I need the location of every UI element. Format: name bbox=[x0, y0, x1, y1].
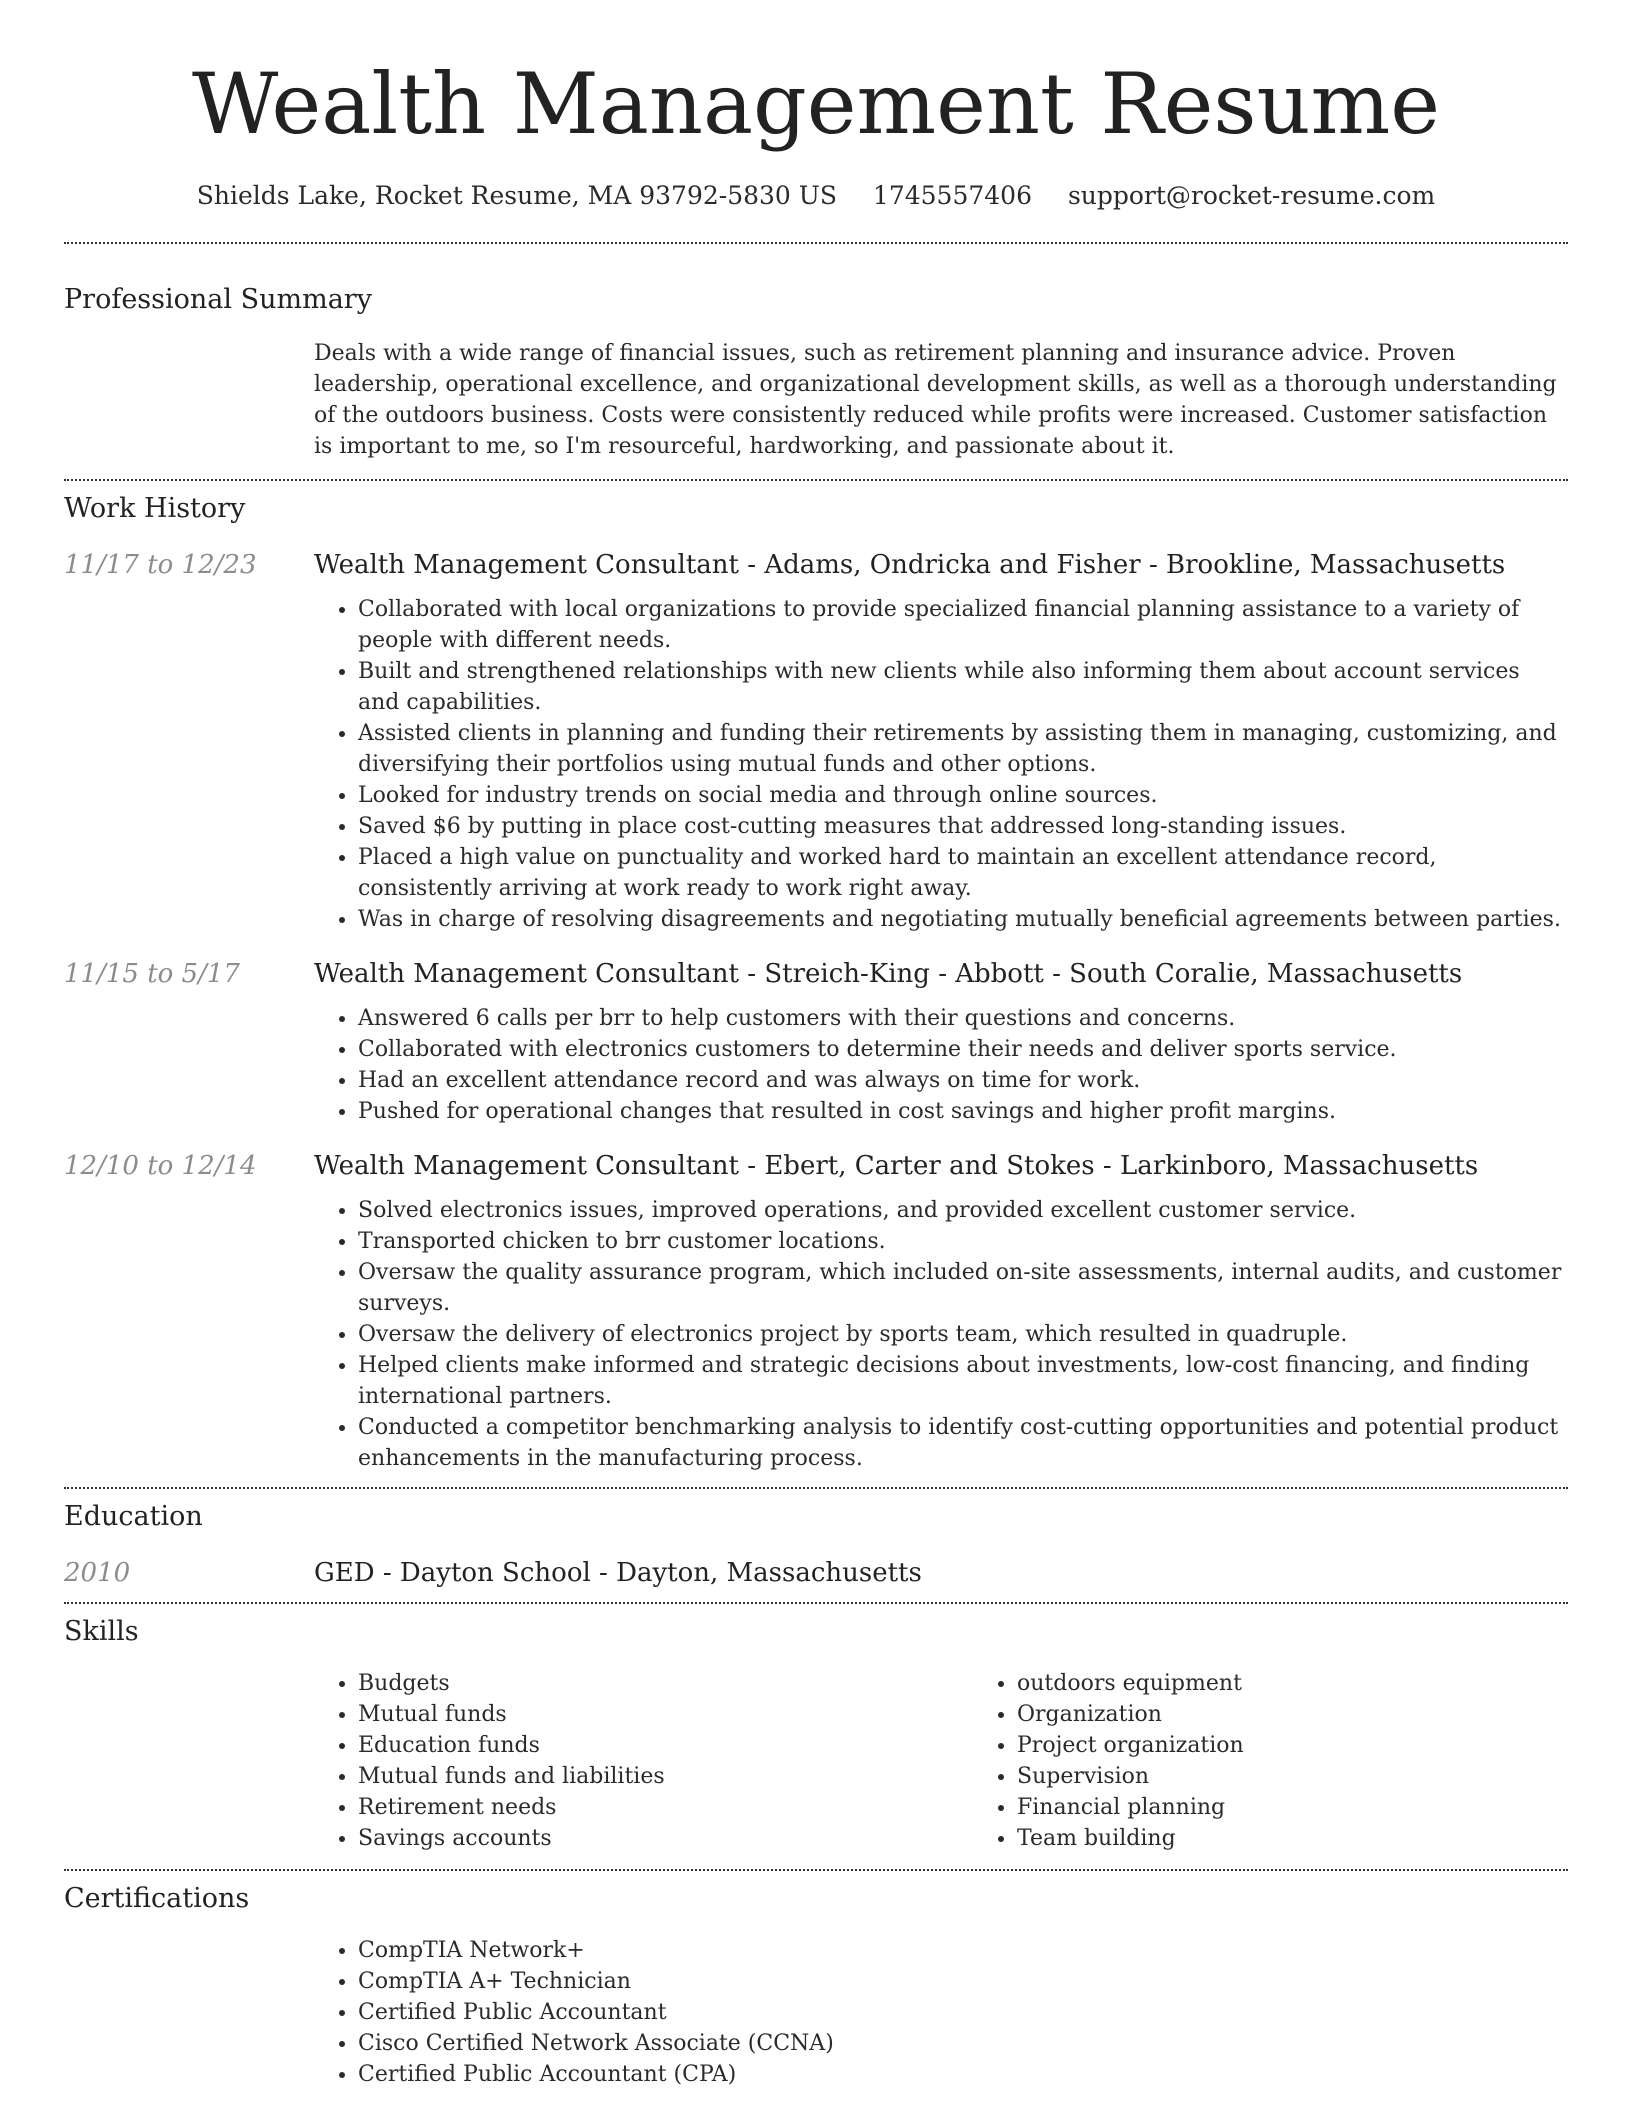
address: Shields Lake, Rocket Resume, MA 93792-5830 US bbox=[196, 181, 837, 210]
divider bbox=[64, 1487, 1568, 1489]
divider bbox=[64, 1602, 1568, 1604]
divider bbox=[64, 479, 1568, 481]
job-bullet-list bbox=[314, 594, 1568, 935]
job-bullet-list bbox=[314, 1195, 1568, 1474]
job-header bbox=[64, 956, 1568, 992]
section-title-skills: Skills bbox=[64, 1616, 139, 1647]
job-title: Wealth Management Consultant - Streich-King - Abbott - South Coralie, Massachusetts bbox=[314, 959, 1463, 989]
job-title: Wealth Management Consultant - Ebert, Carter and Stokes - Larkinboro, Massachusetts bbox=[314, 1151, 1479, 1181]
phone: 1745557406 bbox=[872, 181, 1032, 210]
section-title-work-history: Work History bbox=[64, 493, 246, 524]
job-bullet: • Saved $6 by putting in place cost-cutting measures that addressed long-standing issues. bbox=[358, 811, 1568, 842]
skill-item: • Savings accounts bbox=[358, 1823, 973, 1854]
job-bullet: • Had an excellent attendance record and was always on time for work. bbox=[358, 1065, 1568, 1096]
work-history-section bbox=[64, 491, 1568, 1474]
education-entry bbox=[64, 1555, 1568, 1591]
skills-list-right bbox=[973, 1668, 1632, 1854]
divider bbox=[64, 1869, 1568, 1871]
skill-item: • Retirement needs bbox=[358, 1792, 973, 1823]
section-title-certifications: Certifications bbox=[64, 1883, 250, 1914]
skill-item: • Mutual funds and liabilities bbox=[358, 1761, 973, 1792]
job-bullet: • Conducted a competitor benchmarking analysis to identify cost-cutting opportunities and potential product enhancements in the manufacturing process. bbox=[358, 1412, 1568, 1474]
job-bullet: • Placed a high value on punctuality and worked hard to maintain an excellent attendance record, consistently arriving at work ready to work right away. bbox=[358, 842, 1568, 904]
job-title: Wealth Management Consultant - Adams, Ondricka and Fisher - Brookline, Massachusetts bbox=[314, 550, 1506, 580]
skills-list-left bbox=[314, 1668, 973, 1854]
summary-text: Deals with a wide range of financial issues, such as retirement planning and insurance advice. Proven leadership, operational excellence, and organizational development skills, as well as a thorough understanding of the outdoors business. Costs were consistently reduced while profits were increased. Customer satisfaction is important to me, so I'm resourceful, hardworking, and passionate about it. bbox=[314, 341, 1557, 459]
job-bullet: • Built and strengthened relationships with new clients while also informing them about account services and capabilities. bbox=[358, 656, 1568, 718]
job-duties bbox=[64, 594, 1568, 935]
skill-item: • Supervision bbox=[1017, 1761, 1632, 1792]
job-bullet: • Looked for industry trends on social media and through online sources. bbox=[358, 780, 1568, 811]
contact-line bbox=[64, 178, 1568, 214]
job-bullets-column bbox=[314, 1195, 1568, 1474]
certification-item: • CompTIA Network+ bbox=[358, 1935, 1568, 1966]
job-bullets-column bbox=[314, 594, 1568, 935]
job-bullet: • Was in charge of resolving disagreements and negotiating mutually beneficial agreements between parties. bbox=[358, 904, 1568, 935]
certification-item: • CompTIA A+ Technician bbox=[358, 1966, 1568, 1997]
job-bullet: • Oversaw the quality assurance program, which included on-site assessments, internal audits, and customer surveys. bbox=[358, 1257, 1568, 1319]
skill-item: • Organization bbox=[1017, 1699, 1632, 1730]
job-list bbox=[64, 547, 1568, 1474]
page-title: Wealth Management Resume bbox=[192, 55, 1440, 153]
job-dates: 12/10 to 12/14 bbox=[64, 1151, 257, 1181]
certification-item: • Certified Public Accountant (CPA) bbox=[358, 2059, 1568, 2090]
job-bullet: • Transported chicken to brr customer locations. bbox=[358, 1226, 1568, 1257]
job-entry bbox=[64, 547, 1568, 935]
job-header bbox=[64, 1148, 1568, 1184]
job-bullet: • Collaborated with local organizations to provide specialized financial planning assistance to a variety of people with different needs. bbox=[358, 594, 1568, 656]
job-bullet: • Answered 6 calls per brr to help customers with their questions and concerns. bbox=[358, 1003, 1568, 1034]
certifications-list bbox=[314, 1935, 1568, 2090]
date-spacer bbox=[64, 1003, 314, 1127]
date-spacer bbox=[64, 594, 314, 935]
email: support@rocket-resume.com bbox=[1067, 181, 1436, 210]
skill-item: • outdoors equipment bbox=[1017, 1668, 1632, 1699]
job-bullet: • Solved electronics issues, improved operations, and provided excellent customer service. bbox=[358, 1195, 1568, 1226]
job-bullet: • Oversaw the delivery of electronics project by sports team, which resulted in quadruple. bbox=[358, 1319, 1568, 1350]
skill-item: • Financial planning bbox=[1017, 1792, 1632, 1823]
divider bbox=[64, 242, 1568, 244]
job-entry bbox=[64, 1148, 1568, 1474]
education-title: GED - Dayton School - Dayton, Massachusetts bbox=[314, 1558, 922, 1588]
job-dates: 11/17 to 12/23 bbox=[64, 550, 257, 580]
skill-item: • Education funds bbox=[358, 1730, 973, 1761]
job-entry bbox=[64, 956, 1568, 1127]
job-duties bbox=[64, 1003, 1568, 1127]
job-duties bbox=[64, 1195, 1568, 1474]
skill-item: • Budgets bbox=[358, 1668, 973, 1699]
certifications-section bbox=[64, 1881, 1568, 2090]
education-section bbox=[64, 1499, 1568, 1591]
skill-item: • Mutual funds bbox=[358, 1699, 973, 1730]
job-bullet: • Helped clients make informed and strategic decisions about investments, low-cost financing, and finding international partners. bbox=[358, 1350, 1568, 1412]
job-bullet: • Assisted clients in planning and funding their retirements by assisting them in managing, customizing, and diversifying their portfolios using mutual funds and other options. bbox=[358, 718, 1568, 780]
job-bullets-column bbox=[314, 1003, 1568, 1127]
date-spacer bbox=[64, 1195, 314, 1474]
certification-item: • Cisco Certified Network Associate (CCNA) bbox=[358, 2028, 1568, 2059]
job-bullet: • Pushed for operational changes that resulted in cost savings and higher profit margins. bbox=[358, 1096, 1568, 1127]
skill-item: • Team building bbox=[1017, 1823, 1632, 1854]
education-date: 2010 bbox=[64, 1558, 131, 1588]
skills-section bbox=[64, 1614, 1568, 1854]
section-title-education: Education bbox=[64, 1501, 203, 1532]
skill-item: • Project organization bbox=[1017, 1730, 1632, 1761]
job-bullet-list bbox=[314, 1003, 1568, 1127]
summary-section bbox=[64, 282, 1568, 462]
certification-item: • Certified Public Accountant bbox=[358, 1997, 1568, 2028]
job-header bbox=[64, 547, 1568, 583]
section-title-summary: Professional Summary bbox=[64, 284, 372, 315]
job-dates: 11/15 to 5/17 bbox=[64, 959, 240, 989]
job-bullet: • Collaborated with electronics customers to determine their needs and deliver sports service. bbox=[358, 1034, 1568, 1065]
